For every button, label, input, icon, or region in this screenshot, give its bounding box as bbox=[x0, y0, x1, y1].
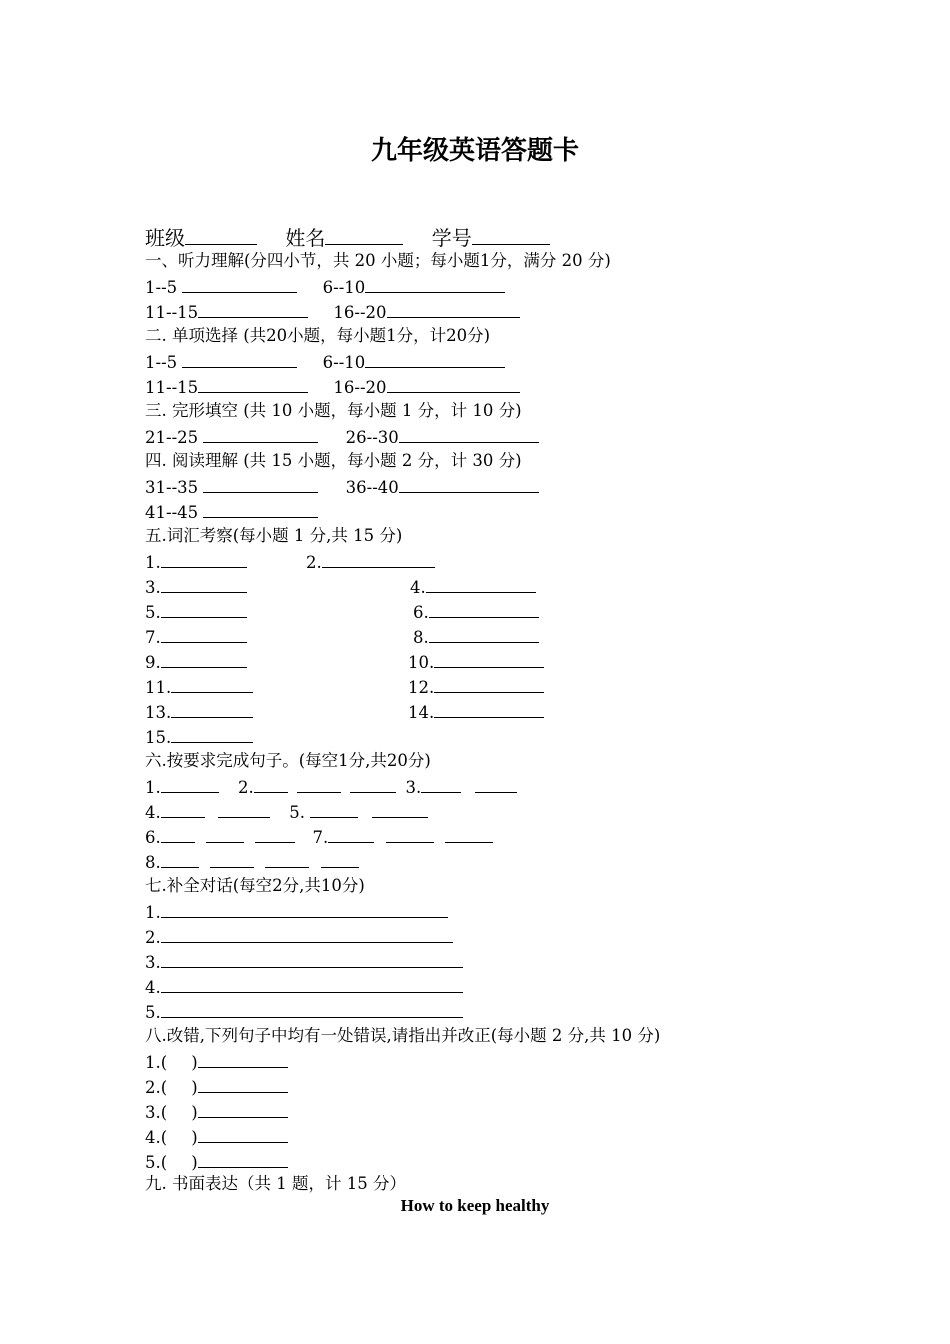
correction-item: 5.( ) bbox=[145, 1150, 288, 1174]
answer-blank-16-20[interactable] bbox=[387, 375, 520, 393]
label-21-25: 21--25 bbox=[145, 428, 204, 447]
vocab-item: 14. bbox=[408, 700, 544, 724]
vocab-item: 5. bbox=[145, 600, 247, 624]
vocab-item: 1. bbox=[145, 550, 247, 574]
correction-item: 1.( ) bbox=[145, 1050, 288, 1074]
answer-blank[interactable] bbox=[161, 850, 199, 868]
name-field[interactable] bbox=[325, 223, 403, 245]
answer-blank[interactable] bbox=[161, 1000, 463, 1018]
section-2-row-2 bbox=[145, 375, 520, 399]
essay-title: How to keep healthy bbox=[400, 1196, 550, 1215]
vocab-item: 9. bbox=[145, 650, 247, 674]
section-3-row-1 bbox=[145, 425, 539, 449]
correction-item: 2.( ) bbox=[145, 1075, 288, 1099]
sentence-row-2: 4. 5. bbox=[145, 800, 428, 824]
section-1-heading: 一、听力理解(分四小节，共 20 小题；每小题1分，满分 20 分) bbox=[145, 251, 611, 270]
vocab-item: 13. bbox=[145, 700, 253, 724]
vocab-item: 12. bbox=[408, 675, 544, 699]
answer-blank-41-45[interactable] bbox=[203, 500, 318, 518]
student-info-row bbox=[145, 222, 550, 251]
answer-blank[interactable] bbox=[171, 675, 253, 693]
section-7-heading: 七.补全对话(每空2分,共10分) bbox=[145, 876, 365, 895]
dialogue-item: 4. bbox=[145, 975, 463, 999]
vocab-item: 8. bbox=[413, 625, 539, 649]
answer-blank[interactable] bbox=[421, 775, 461, 793]
student-id-field[interactable] bbox=[472, 223, 550, 245]
label-36-40: 36--40 bbox=[345, 478, 399, 497]
label-16-20: 16--20 bbox=[333, 378, 387, 397]
label-31-35: 31--35 bbox=[145, 478, 204, 497]
answer-blank[interactable] bbox=[198, 1100, 288, 1118]
section-6-heading: 六.按要求完成句子。(每空1分,共20分) bbox=[145, 751, 431, 770]
section-2-row-1 bbox=[145, 350, 505, 374]
section-4-row-2 bbox=[145, 500, 318, 524]
answer-blank[interactable] bbox=[434, 700, 544, 718]
answer-blank[interactable] bbox=[350, 775, 396, 793]
name-label: 姓名 bbox=[285, 226, 326, 250]
label-6-10: 6--10 bbox=[322, 353, 366, 372]
answer-blank[interactable] bbox=[161, 800, 205, 818]
answer-blank-11-15[interactable] bbox=[198, 375, 308, 393]
label-1-5: 1--5 bbox=[145, 353, 183, 372]
answer-blank[interactable] bbox=[161, 975, 463, 993]
answer-blank[interactable] bbox=[171, 700, 253, 718]
answer-blank[interactable] bbox=[429, 625, 539, 643]
answer-blank[interactable] bbox=[161, 550, 247, 568]
answer-blank[interactable] bbox=[328, 825, 374, 843]
sentence-row-3: 6. 7. bbox=[145, 825, 493, 849]
section-9-heading: 九. 书面表达（共 1 题，计 15 分） bbox=[145, 1174, 406, 1193]
answer-blank[interactable] bbox=[161, 925, 453, 943]
label-16-20: 16--20 bbox=[333, 303, 387, 322]
answer-blank[interactable] bbox=[265, 850, 309, 868]
section-1-row-2 bbox=[145, 300, 520, 324]
answer-blank[interactable] bbox=[198, 1075, 288, 1093]
answer-blank[interactable] bbox=[210, 850, 254, 868]
answer-blank[interactable] bbox=[426, 575, 536, 593]
vocab-item: 11. bbox=[145, 675, 253, 699]
answer-blank[interactable] bbox=[386, 825, 434, 843]
answer-blank-26-30[interactable] bbox=[399, 425, 539, 443]
answer-blank[interactable] bbox=[475, 775, 517, 793]
answer-blank[interactable] bbox=[434, 675, 544, 693]
vocab-item: 2. bbox=[306, 550, 435, 574]
dialogue-item: 5. bbox=[145, 1000, 463, 1024]
section-4-row-1 bbox=[145, 475, 539, 499]
section-5-heading: 五.词汇考察(每小题 1 分,共 15 分) bbox=[145, 526, 403, 545]
correction-item: 3.( ) bbox=[145, 1100, 288, 1124]
vocab-item: 6. bbox=[413, 600, 539, 624]
answer-blank-16-20[interactable] bbox=[387, 300, 520, 318]
answer-blank-36-40[interactable] bbox=[399, 475, 539, 493]
section-4-heading: 四. 阅读理解 (共 15 小题，每小题 2 分，计 30 分) bbox=[145, 451, 522, 470]
answer-blank[interactable] bbox=[445, 825, 493, 843]
answer-blank[interactable] bbox=[322, 550, 435, 568]
label-11-15: 11--15 bbox=[145, 378, 199, 397]
answer-blank[interactable] bbox=[161, 950, 463, 968]
student-id-label: 学号 bbox=[431, 226, 472, 250]
label-6-10: 6--10 bbox=[322, 278, 366, 297]
answer-blank[interactable] bbox=[198, 1050, 288, 1068]
answer-blank[interactable] bbox=[429, 600, 539, 618]
vocab-item: 7. bbox=[145, 625, 247, 649]
answer-blank[interactable] bbox=[198, 1125, 288, 1143]
answer-blank-6-10[interactable] bbox=[365, 350, 505, 368]
section-1-row-1 bbox=[145, 275, 505, 299]
dialogue-item: 1. bbox=[145, 900, 448, 924]
answer-blank-21-25[interactable] bbox=[203, 425, 318, 443]
answer-blank[interactable] bbox=[171, 725, 253, 743]
label-26-30: 26--30 bbox=[345, 428, 399, 447]
vocab-item: 3. bbox=[145, 575, 247, 599]
vocab-item: 4. bbox=[410, 575, 536, 599]
answer-blank-11-15[interactable] bbox=[198, 300, 308, 318]
dialogue-item: 3. bbox=[145, 950, 463, 974]
answer-blank-1-5[interactable] bbox=[182, 350, 297, 368]
answer-blank[interactable] bbox=[434, 650, 544, 668]
section-2-heading: 二. 单项选择 (共20小题，每小题1分，计20分) bbox=[145, 326, 491, 345]
vocab-item: 15. bbox=[145, 725, 253, 749]
answer-blank[interactable] bbox=[372, 800, 428, 818]
class-label: 班级 bbox=[145, 226, 185, 250]
answer-blank-1-5[interactable] bbox=[182, 275, 297, 293]
answer-blank[interactable] bbox=[254, 775, 288, 793]
answer-blank[interactable] bbox=[297, 775, 341, 793]
answer-blank[interactable] bbox=[161, 900, 448, 918]
answer-blank[interactable] bbox=[161, 650, 247, 668]
label-41-45: 41--45 bbox=[145, 503, 204, 522]
answer-blank[interactable] bbox=[206, 825, 244, 843]
page-title: 九年级英语答题卡 bbox=[370, 136, 579, 166]
answer-blank-31-35[interactable] bbox=[203, 475, 318, 493]
answer-blank[interactable] bbox=[310, 800, 358, 818]
sentence-row-1: 1. 2. 3. bbox=[145, 775, 517, 799]
answer-blank[interactable] bbox=[161, 600, 247, 618]
section-8-heading: 八.改错,下列句子中均有一处错误,请指出并改正(每小题 2 分,共 10 分) bbox=[145, 1026, 661, 1045]
answer-blank[interactable] bbox=[161, 625, 247, 643]
sentence-row-4: 8. bbox=[145, 850, 359, 874]
answer-blank[interactable] bbox=[161, 775, 219, 793]
answer-blank-6-10[interactable] bbox=[365, 275, 505, 293]
dialogue-item: 2. bbox=[145, 925, 453, 949]
answer-blank[interactable] bbox=[218, 800, 270, 818]
answer-blank[interactable] bbox=[161, 575, 247, 593]
answer-blank[interactable] bbox=[321, 850, 359, 868]
class-field[interactable] bbox=[185, 223, 257, 245]
section-3-heading: 三. 完形填空 (共 10 小题，每小题 1 分，计 10 分) bbox=[145, 401, 522, 420]
answer-blank[interactable] bbox=[255, 825, 295, 843]
correction-item: 4.( ) bbox=[145, 1125, 288, 1149]
answer-blank[interactable] bbox=[198, 1150, 288, 1168]
vocab-item: 10. bbox=[408, 650, 544, 674]
label-1-5: 1--5 bbox=[145, 278, 183, 297]
label-11-15: 11--15 bbox=[145, 303, 199, 322]
answer-blank[interactable] bbox=[161, 825, 195, 843]
